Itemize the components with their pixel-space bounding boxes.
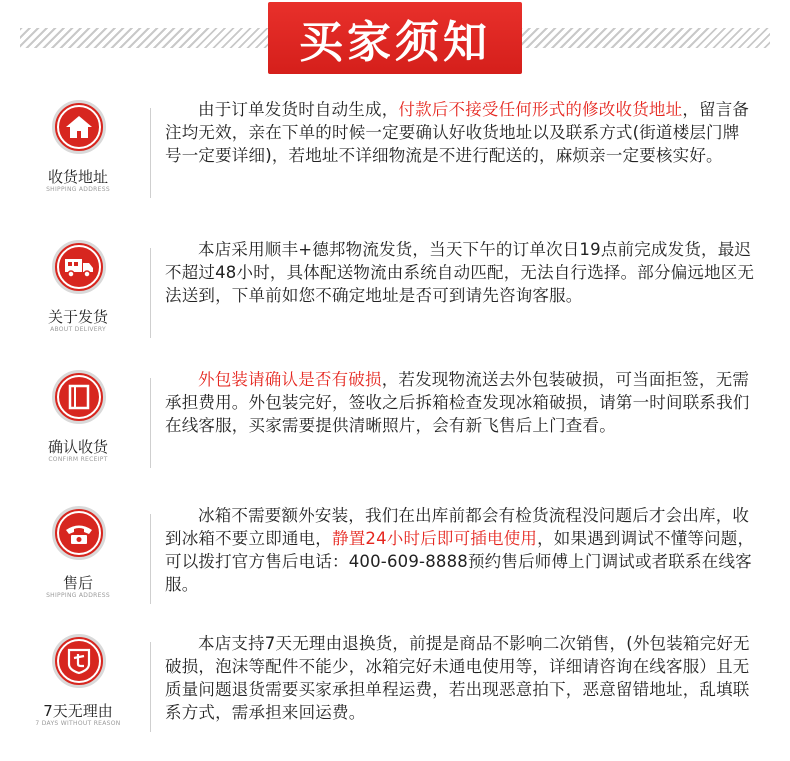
section-label: 收货地址 [47,168,108,186]
section-sublabel: SHIPPING ADDRESS [46,186,110,193]
section-icon-column [28,494,128,630]
section-label: 确认收货 [47,438,108,456]
section-divider [150,378,151,468]
text-normal: 由于订单发货时自动生成， [198,100,399,119]
text-normal: 冰箱不需要额外安装，我们在出库前都会有检货流程没问题后才会出库，收到冰箱不要立即通电， [165,506,750,548]
section-divider [150,514,151,604]
section-divider [150,108,151,198]
header-stripe-left [20,28,270,48]
text-normal: ，留言备注均无效，亲在下单的时候一定要确认好收货地址以及联系方式(街道楼层门牌号一定要详细)，若地址不详细物流是不进行配送的，麻烦亲一定要核实好。 [165,100,750,165]
section-text [165,504,755,596]
page-title: 买家须知 [268,2,522,74]
section-divider [150,642,151,732]
page-header [0,0,790,80]
section-icon-column [28,622,128,758]
section-sublabel: 7 DAYS WITHOUT REASON [35,720,121,727]
package-box-icon [52,370,106,424]
section-text [165,632,755,724]
text-normal: 本店采用顺丰+德邦物流发货，当天下午的订单次日19点前完成发货，最迟不超过48小时，具体配送物流由系统自动匹配，无法自行选择。部分偏远地区无法送到，下单前如您不确定地址是否可到请先咨询客服。 [165,240,755,305]
home-icon [52,100,106,154]
section-label: 7天无理由 [43,702,113,720]
section-text [165,368,755,437]
section-confirm-receipt [0,358,790,494]
section-seven-day-return [0,622,790,758]
text-normal: 本店支持7天无理由退换货，前提是商品不影响二次销售，(外包装箱完好无破损，泡沫等配件不能少，冰箱完好未通电使用等，详细请咨询在线客服）且无质量问题退货需要买家承担单程运费，若出现恶意拍下，恶意留错地址，乱填联系方式，需承担来回运费。 [165,634,750,722]
text-normal: ，如果遇到调试不懂等问题，可以拨打官方售后电话：400-609-8888预约售后师傅上门调试或者联系在线客服。 [165,529,755,594]
section-icon-column [28,88,128,224]
section-about-delivery [0,228,790,364]
section-icon-column [28,228,128,364]
section-text [165,98,755,167]
section-label: 关于发货 [47,308,108,326]
section-sublabel: CONFIRM RECEIPT [48,456,108,463]
section-divider [150,248,151,338]
delivery-truck-icon [52,240,106,294]
section-after-sales [0,494,790,630]
section-label: 售后 [62,574,93,592]
telephone-icon [52,506,106,560]
section-text [165,238,755,307]
section-sublabel: ABOUT DELIVERY [50,326,106,333]
section-shipping-address [0,88,790,224]
seven-day-return-icon [52,634,106,688]
text-normal: ，若发现物流送去外包装破损，可当面拒签，无需承担费用。外包装完好，签收之后拆箱检查发现冰箱破损，请第一时间联系我们在线客服，买家需要提供清晰照片，会有新飞售后上门查看。 [165,370,750,435]
section-icon-column [28,358,128,494]
section-sublabel: SHIPPING ADDRESS [46,592,110,599]
text-highlight: 静置24小时后即可插电使用 [332,529,538,548]
text-highlight: 外包装请确认是否有破损 [198,370,382,389]
text-highlight: 付款后不接受任何形式的修改收货地址 [398,100,683,119]
header-stripe-right [520,28,770,48]
